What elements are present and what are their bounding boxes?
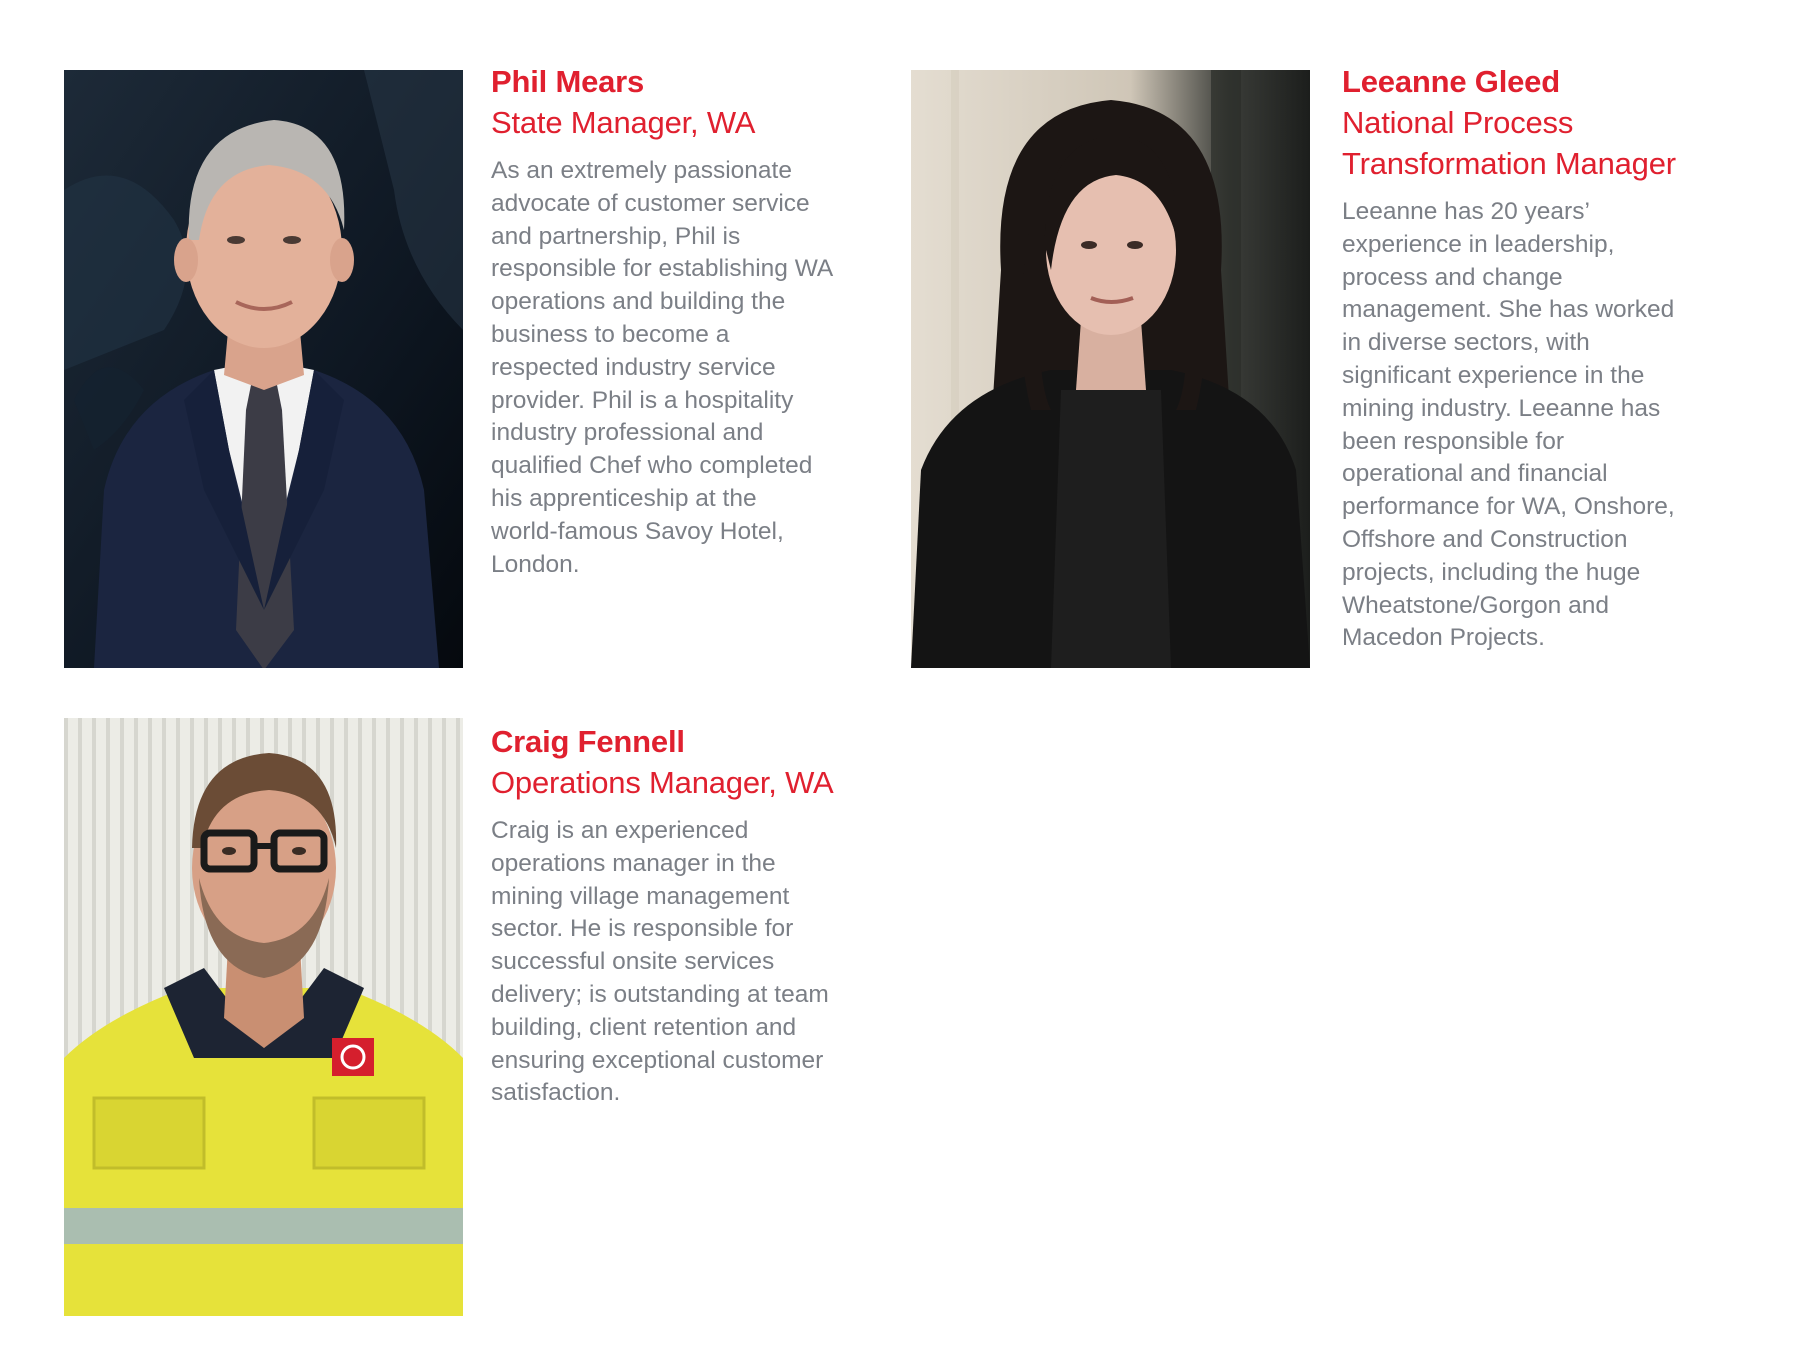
profile-info bbox=[491, 62, 891, 581]
portrait-photo bbox=[911, 70, 1310, 668]
person-role: State Manager, WA bbox=[491, 105, 756, 140]
profile-info bbox=[491, 722, 891, 1110]
portrait-photo bbox=[64, 70, 463, 668]
person-bio: Craig is an experienced operations manager in the mining village management sector. He is responsible for successful onsite services delivery; is outstanding at team building, client retention and ensuring exceptional customer satisfaction. bbox=[491, 817, 829, 1107]
profile-info bbox=[1342, 62, 1742, 655]
person-name: Phil Mears bbox=[491, 64, 645, 99]
person-role: National Process Transformation Manager bbox=[1342, 105, 1676, 181]
person-role: Operations Manager, WA bbox=[491, 765, 834, 800]
person-bio: As an extremely passionate advocate of customer service and partnership, Phil is responsible for establishing WA operations and building the business to become a respected industry service provider. Phil is a hospitality industry professional and qualified Chef who completed his apprenticeship at the world-famous Savoy Hotel, London. bbox=[491, 157, 834, 578]
person-bio: Leeanne has 20 years’ experience in leadership, process and change management. She has worked in diverse sectors, with significant experience in the mining industry. Leeanne has been responsible for operational and financial performance for WA, Onshore, Offshore and Construction projects, including the huge Wheatstone/Gorgon and Macedon Projects. bbox=[1342, 198, 1675, 652]
portrait-photo bbox=[64, 718, 463, 1316]
person-name: Craig Fennell bbox=[491, 724, 685, 759]
person-name: Leeanne Gleed bbox=[1342, 64, 1560, 99]
